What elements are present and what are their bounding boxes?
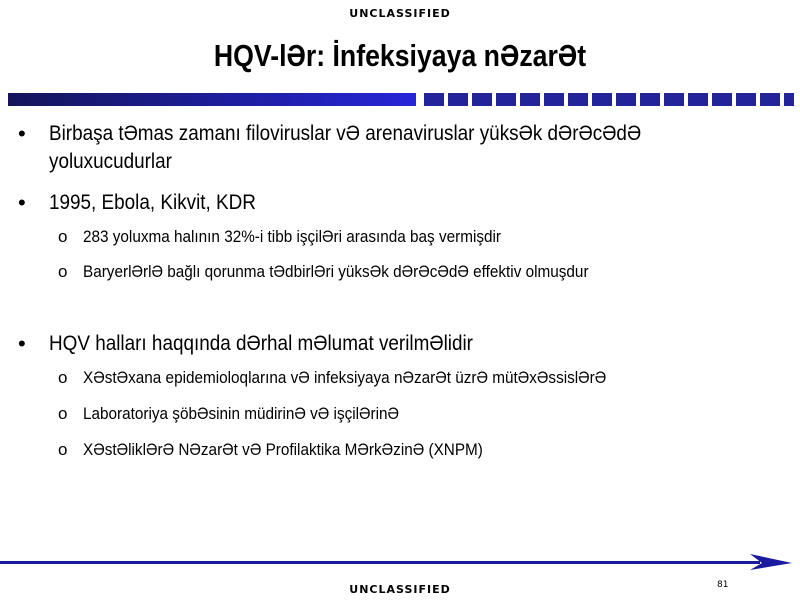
bullet-mark: • <box>18 331 26 356</box>
sub-bullet-mark: o <box>58 368 68 387</box>
bullet-2 <box>18 189 788 217</box>
sub-bullet <box>18 366 788 390</box>
sub-bullet-text: BaryerlƏrlƏ bağlı qorunma tƏdbirlƏri yüksƏk dƏrƏcƏdƏ effektiv olmuşdur <box>83 262 589 281</box>
sub-bullet-mark: o <box>58 262 68 281</box>
sub-bullet-mark: o <box>58 440 68 459</box>
bullet-mark: • <box>18 121 26 146</box>
band-block <box>568 93 588 106</box>
band-block <box>472 93 492 106</box>
band-block <box>736 93 756 106</box>
band-block <box>520 93 540 106</box>
sub-bullet-text: Laboratoriya şöbƏsinin müdirinƏ vƏ işçilƏrinƏ <box>83 404 400 423</box>
sub-bullet <box>18 402 788 426</box>
sub-bullet-mark: o <box>58 404 68 423</box>
sub-bullet <box>18 260 788 284</box>
bullet-1 <box>18 120 788 176</box>
sub-bullet <box>18 225 788 249</box>
classification-top: UNCLASSIFIED <box>349 7 451 20</box>
bullet-mark: • <box>18 190 26 215</box>
sub-bullet-mark: o <box>58 227 68 246</box>
band-block <box>424 93 444 106</box>
bullet-text: Birbaşa tƏmas zamanı filoviruslar vƏ arenaviruslar yüksƏk dƏrƏcƏdƏ <box>49 122 642 145</box>
band-block <box>544 93 564 106</box>
classification-bottom: UNCLASSIFIED <box>349 583 451 596</box>
page-number: 81 <box>717 580 729 590</box>
header-band <box>8 93 794 106</box>
band-block <box>688 93 708 106</box>
band-block <box>592 93 612 106</box>
slide-title: HQV-lƏr: İnfeksiyaya nƏzarƏt <box>213 38 587 73</box>
band-block <box>784 93 794 106</box>
band-block <box>640 93 660 106</box>
sub-bullet-text: XƏstƏliklƏrƏ NƏzarƏt vƏ Profilaktika MƏrkƏzinƏ (XNPM) <box>83 440 483 459</box>
sub-bullet-text: 283 yoluxma halının 32%-i tibb işçilƏri arasında baş vermişdir <box>83 227 501 246</box>
band-block <box>448 93 468 106</box>
band-block <box>496 93 516 106</box>
bullet-text: 1995, Ebola, Kikvit, KDR <box>49 191 256 214</box>
sub-bullet-text: XƏstƏxana epidemioloqlarına vƏ infeksiyaya nƏzarƏt üzrƏ mütƏxƏssislƏrƏ <box>83 368 607 387</box>
footer-arrow-line <box>0 552 800 572</box>
band-block <box>616 93 636 106</box>
band-block <box>712 93 732 106</box>
bullet-3 <box>18 330 788 358</box>
slide-content <box>18 120 788 462</box>
band-block <box>760 93 780 106</box>
bullet-text: HQV halları haqqında dƏrhal mƏlumat verilmƏlidir <box>49 332 473 355</box>
sub-bullet <box>18 438 788 462</box>
bullet-text: yoluxucudurlar <box>49 150 172 173</box>
band-block <box>664 93 684 106</box>
